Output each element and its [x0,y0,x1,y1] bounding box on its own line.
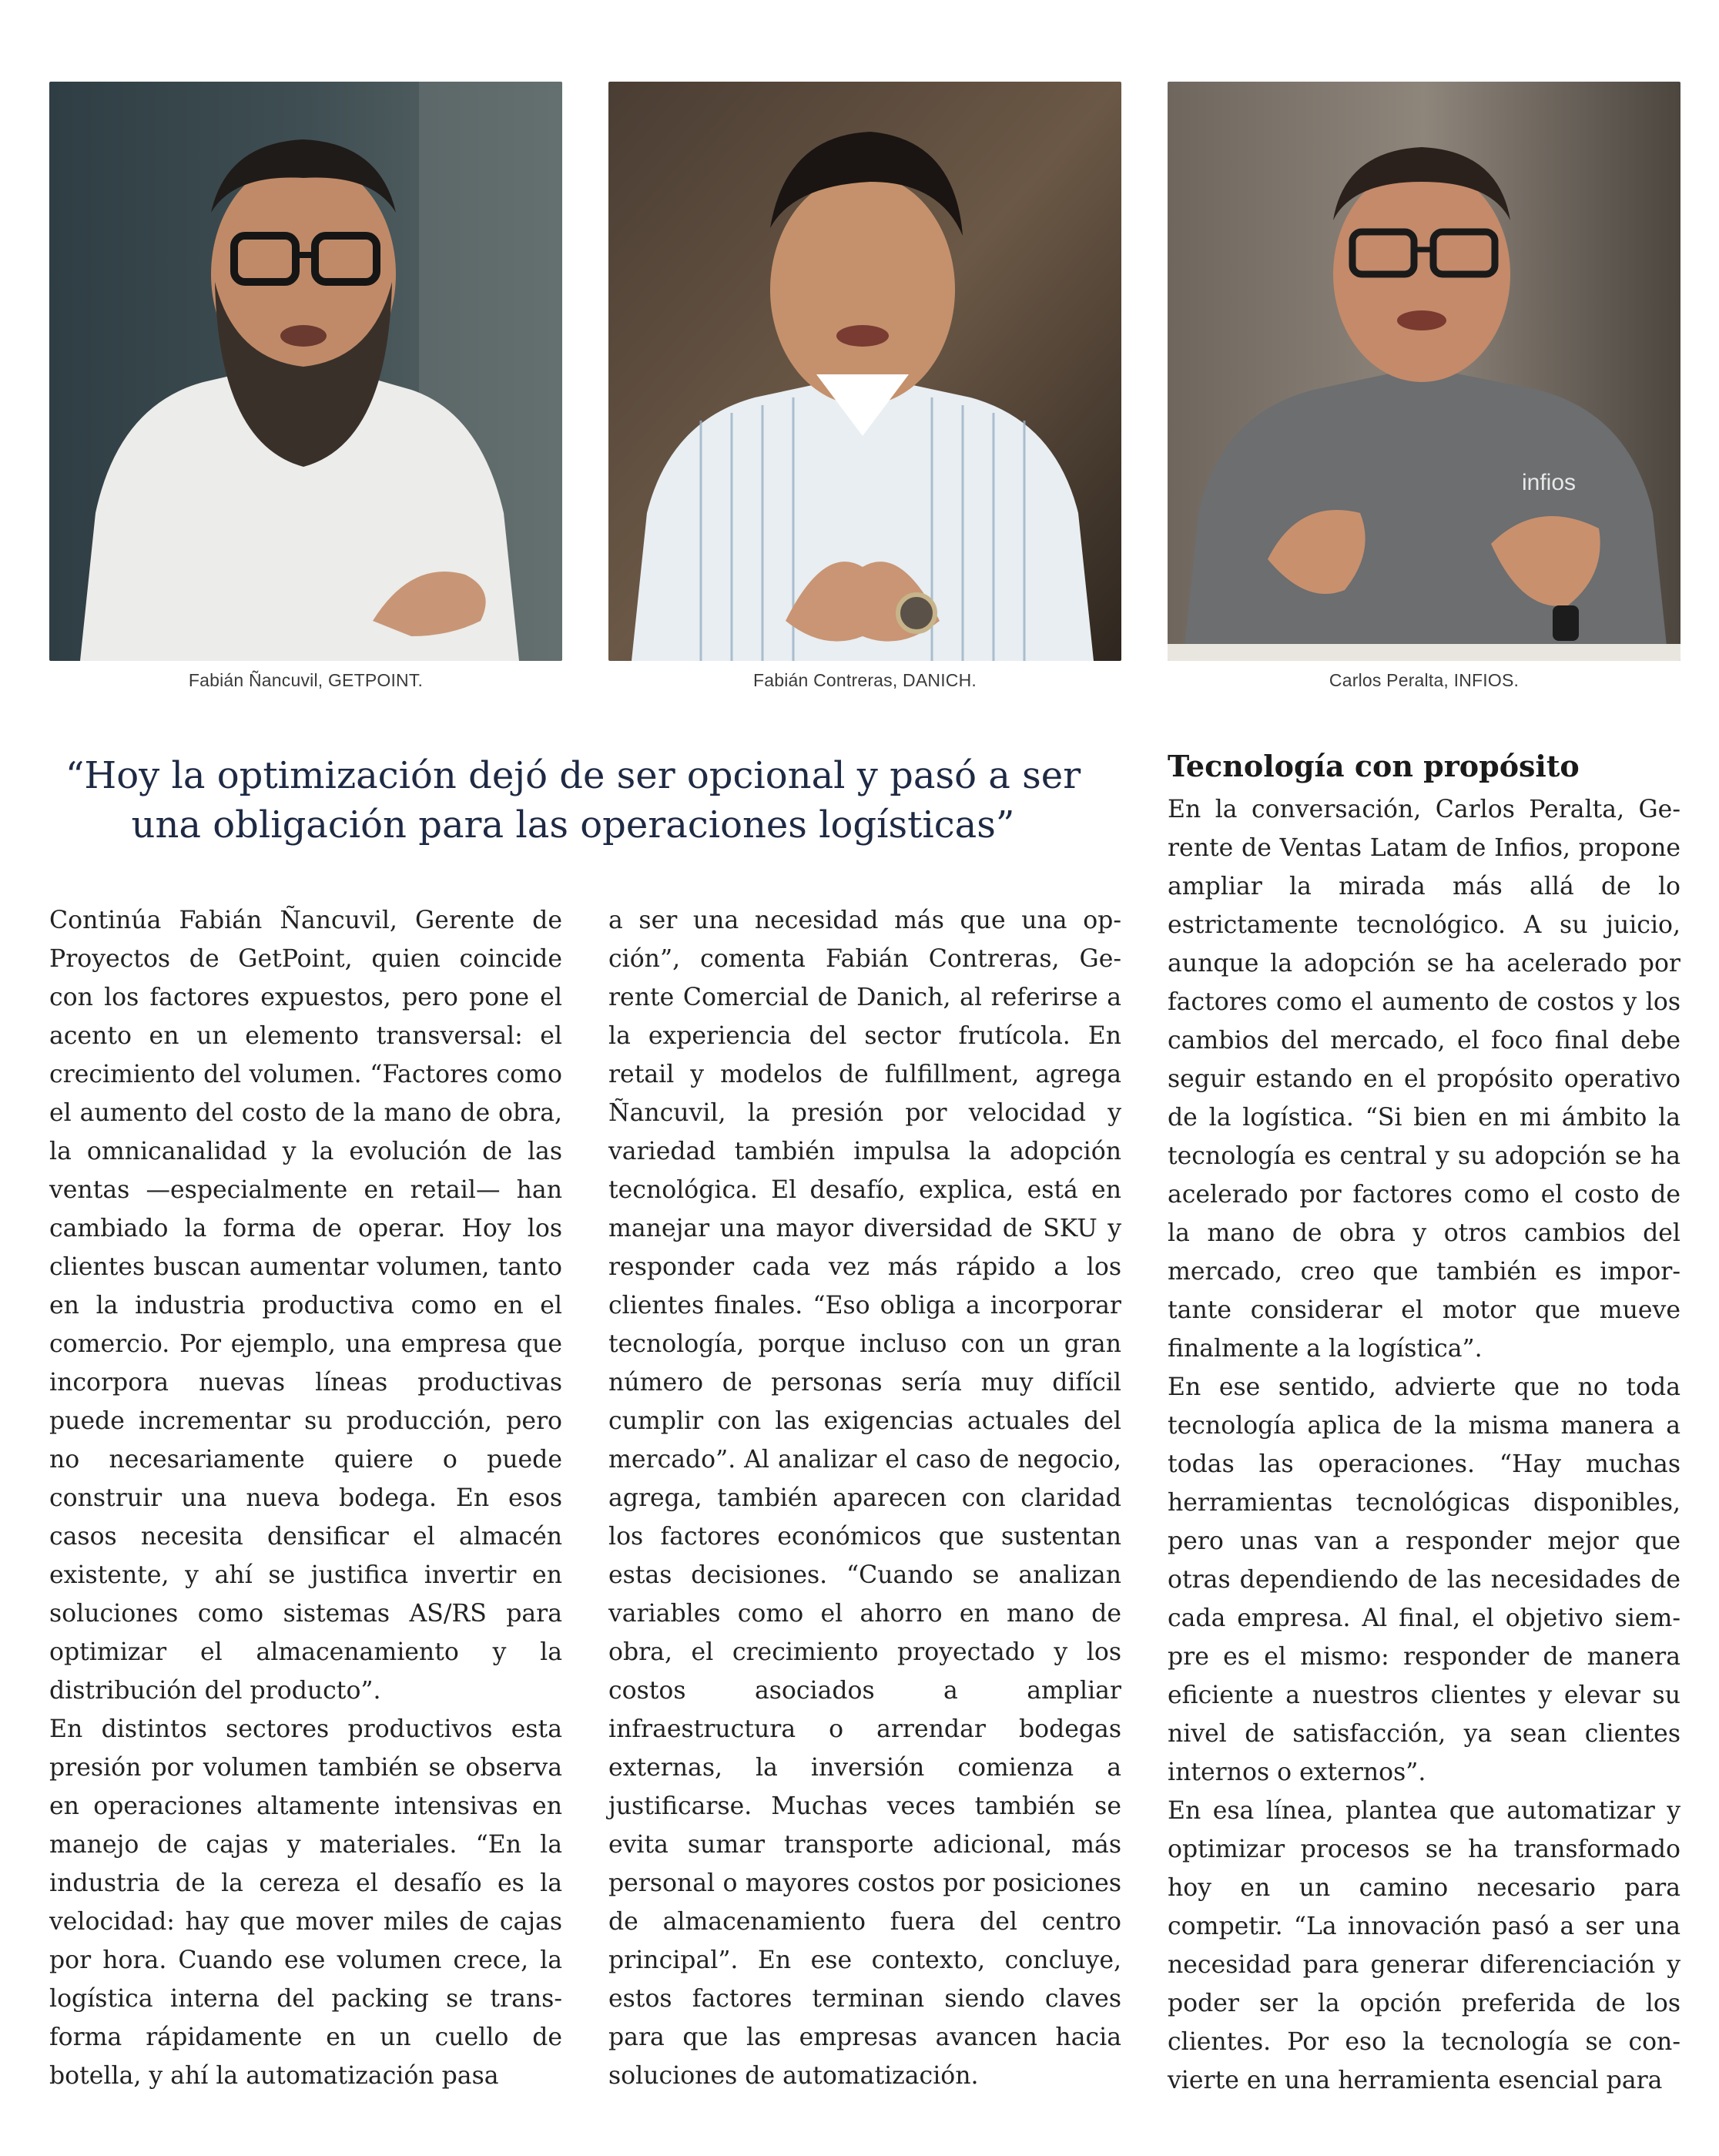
paragraph: En distintos sectores productivos esta presión por volumen también se observa en operaciones altamente intensivas en manejo de cajas y materiales. “En la industria de la cereza el desafío es la velocidad: hay que mover miles de cajas por hora. Cuando ese volumen crece, la logística interna del packing se transforma rápidamente en un cuello de botella, y ahí la automatización pasa [49,1715,562,2090]
person-photo-icon [1168,82,1680,661]
article-column-1 [49,901,562,2095]
section-title: Tecnología con propósito [1168,749,1580,783]
article-column-2 [608,901,1121,2095]
paragraph: En esa línea, plantea que automatizar y optimizar procesos se ha transformado hoy en un camino necesario para competir. “La innovación pasó a ser una necesidad para generar diferenciación y poder ser la opción preferida de los clientes. Por eso la tecnología se convierte en una herramienta esencial para [1168,1797,1680,2094]
photo-fabian-nancuvil [49,82,562,661]
paragraph: a ser una necesidad más que una opción”, comenta Fabián Contreras, Gerente Comercial de Danich, al referirse a la experiencia del sector frutícola. En retail y modelos de fulfillment, agrega Ñancuvil, la presión por velocidad y variedad también impulsa la adopción tecnológica. El desafío, explica, está en manejar una mayor diversidad de SKU y responder cada vez más rápido a los clientes finales. “Eso obliga a incorporar tecnología, porque incluso con un gran número de personas sería muy difícil cumplir con las exigencias actuales del mercado”. Al analizar el caso de negocio, agrega, también aparecen con claridad los factores económicos que sustentan estas decisiones. “Cuando se analizan variables como el ahorro en mano de obra, el crecimiento proyectado y los costos asociados a ampliar infraestructura o arrendar bodegas externas, la inversión comienza a justificarse. Muchas veces también se evita sumar transporte adicional, más personal o mayores costos por posiciones de almacenamiento fuera del centro principal”. En ese contexto, concluye, estos factores terminan siendo claves para que las empresas avancen hacia soluciones de automatización. [608,907,1121,2090]
paragraph: Continúa Fabián Ñancuvil, Gerente de Proyectos de GetPoint, quien coincide con los factores expuestos, pero pone el acento en un elemento transversal: el crecimiento del volumen. “Factores como el aumento del costo de la mano de obra, la omnicanalidad y la evolución de las ventas —especialmente en retail— han cambiado la forma de operar. Hoy los clientes buscan aumentar volumen, tanto en la industria productiva como en el comercio. Por ejemplo, una empresa que incorpora nuevas líneas productivas puede incrementar su producción, pero no necesariamente quiere o puede construir una nueva bodega. En esos casos necesita densificar el almacén existente, y ahí se justifica invertir en soluciones como sistemas AS/RS para optimizar el almacenamiento y la distribución del producto”. [49,907,562,1705]
pull-quote-line-2: una obligación para las operaciones logísticas” [131,803,1015,847]
photo-caption-3: Carlos Peralta, INFIOS. [1329,669,1520,690]
pull-quote [51,751,1095,850]
photo-fabian-contreras [608,82,1121,661]
photo-caption-1: Fabián Ñancuvil, GETPOINT. [188,669,424,690]
paragraph: En ese sentido, advierte que no toda tecnología aplica de la misma manera a todas las operaciones. “Hay muchas herramientas tecnológicas disponibles, pero unas van a responder mejor que otras dependiendo de las necesidades de cada empresa. Al final, el objetivo siempre es el mismo: responder de manera eficiente a nuestros clientes y elevar su nivel de satisfacción, ya sean clientes internos o externos”. [1168,1373,1680,1786]
shirt-logo: infios [1522,470,1577,495]
person-photo-icon [608,82,1121,661]
person-photo-icon [49,82,562,661]
pull-quote-line-1: “Hoy la optimización dejó de ser opcional y pasó a ser [65,754,1081,797]
article-column-3 [1168,790,1680,2100]
photo-caption-2: Fabián Contreras, DANICH. [752,669,977,690]
paragraph: En la conversación, Carlos Peralta, Gerente de Ventas Latam de Infios, propone ampliar la mirada más allá de lo estrictamente tecnológico. A su juicio, aunque la adopción se ha acelerado por factores como el aumento de costos y los cambios del mercado, el foco final debe seguir estando en el propósito operativo de la logística. “Si bien en mi ámbito la tecnología es central y su adopción se ha acelerado por factores como el costo de la mano de obra y otros cambios del mercado, creo que también es importante considerar el motor que mueve finalmente a la logística”. [1168,796,1680,1363]
photo-carlos-peralta [1168,82,1680,661]
